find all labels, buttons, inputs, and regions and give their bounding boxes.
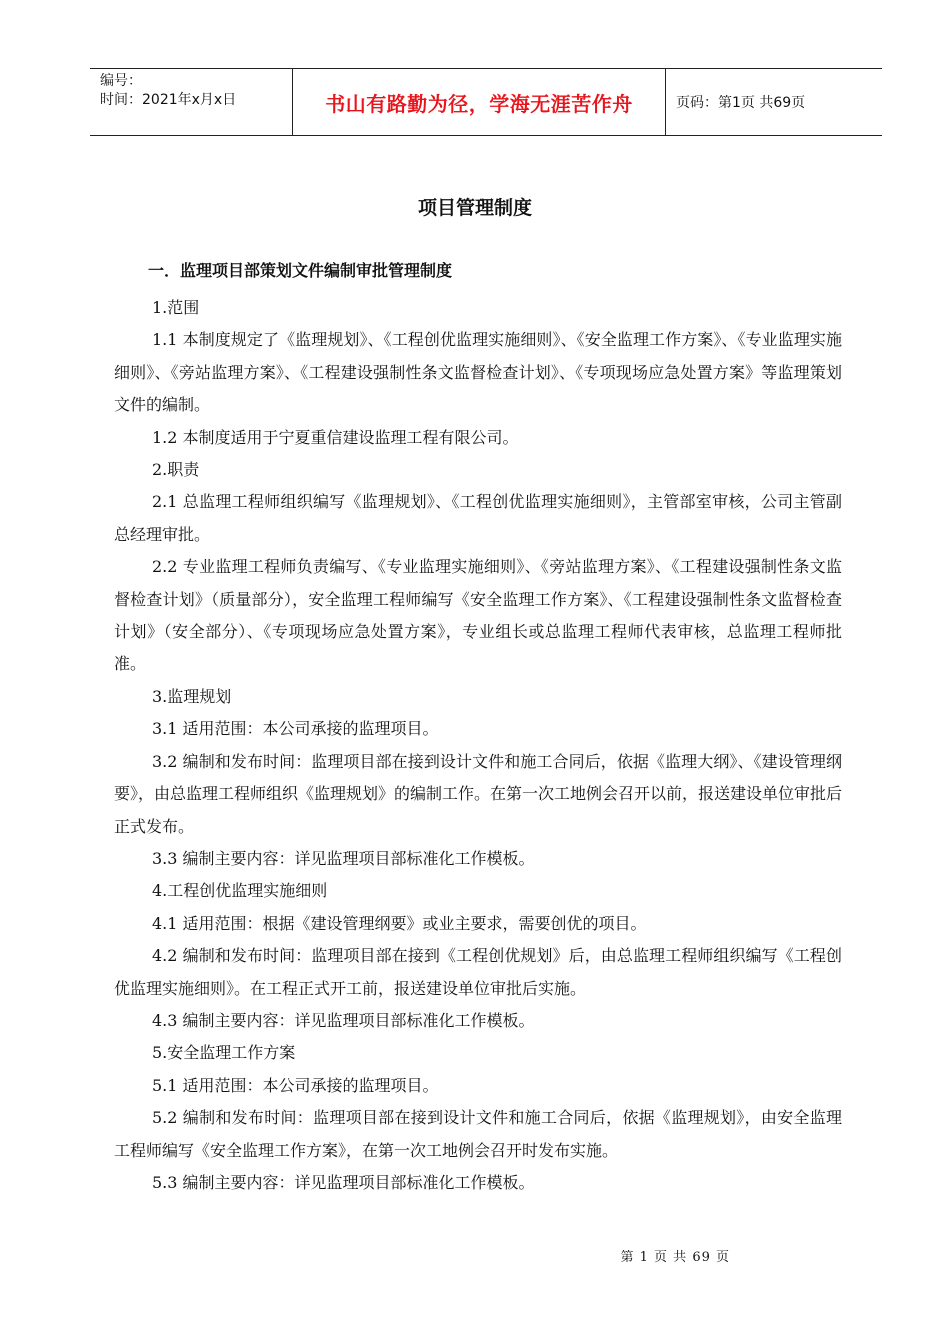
- header-meta: [90, 69, 293, 135]
- document-date-label: 时间：2021年x月x日: [100, 92, 237, 108]
- paragraph: 1.1 本制度规定了《监理规划》、《工程创优监理实施细则》、《安全监理工作方案》、《专业监理实施细则》、《旁站监理方案》、《工程建设强制性条文监督检查计划》、《专项现场应急处置方案》等监理策划文件的编制。: [114, 330, 842, 415]
- paragraph: 4.2 编制和发布时间：监理项目部在接到《工程创优规划》后，由总监理工程师组织编写《工程创优监理实施细则》。在工程正式开工前，报送建设单位审批后实施。: [114, 946, 842, 998]
- paragraph: 2.职责: [152, 460, 200, 480]
- paragraph: 3.3 编制主要内容：详见监理项目部标准化工作模板。: [152, 848, 535, 868]
- paragraph: 4.3 编制主要内容：详见监理项目部标准化工作模板。: [152, 1010, 535, 1030]
- document-body: [114, 292, 842, 1199]
- paragraph: 2.2 专业监理工程师负责编写、《专业监理实施细则》、《旁站监理方案》、《工程建设强制性条文监督检查计划》（质量部分），安全监理工程师编写《安全监理工作方案》、《工程建设强制性条文监督检查计划》（安全部分）、《专项现场应急处置方案》，专业组长或总监理工程师代表审核，总监理工程师批准。: [114, 557, 842, 674]
- paragraph: 4.工程创优监理实施细则: [152, 881, 328, 901]
- paragraph: 3.监理规划: [152, 686, 232, 706]
- paragraph: 5.安全监理工作方案: [152, 1043, 296, 1063]
- paragraph: 2.1 总监理工程师组织编写《监理规划》、《工程创优监理实施细则》，主管部室审核，公司主管副总经理审批。: [114, 492, 842, 544]
- paragraph: 5.2 编制和发布时间：监理项目部在接到设计文件和施工合同后，依据《监理规划》，由安全监理工程师编写《安全监理工作方案》，在第一次工地例会召开时发布实施。: [114, 1108, 842, 1160]
- header-motto: 书山有路勤为径，学海无涯苦作舟: [293, 69, 666, 135]
- paragraph: 5.3 编制主要内容：详见监理项目部标准化工作模板。: [152, 1172, 535, 1192]
- section-heading: 一．监理项目部策划文件编制审批管理制度: [148, 261, 453, 280]
- header-page-label: 页码：第1页 共69页: [676, 95, 806, 111]
- document-title: 项目管理制度: [417, 197, 532, 219]
- page-footer: 第 1 页 共 69 页: [620, 1250, 730, 1265]
- paragraph: 1.范围: [152, 298, 200, 317]
- paragraph: 3.2 编制和发布时间：监理项目部在接到设计文件和施工合同后，依据《监理大纲》、《建设管理纲要》，由总监理工程师组织《监理规划》的编制工作。在第一次工地例会召开以前，报送建设单位审批后正式发布。: [114, 751, 843, 836]
- paragraph: 3.1 适用范围：本公司承接的监理项目。: [152, 719, 439, 739]
- paragraph: 5.1 适用范围：本公司承接的监理项目。: [152, 1075, 439, 1095]
- document-number-label: 编号：: [100, 73, 142, 89]
- paragraph: 4.1 适用范围：根据《建设管理纲要》或业主要求，需要创优的项目。: [152, 913, 647, 933]
- paragraph: 1.2 本制度适用于宁夏重信建设监理工程有限公司。: [152, 427, 519, 447]
- page-header: [90, 68, 882, 136]
